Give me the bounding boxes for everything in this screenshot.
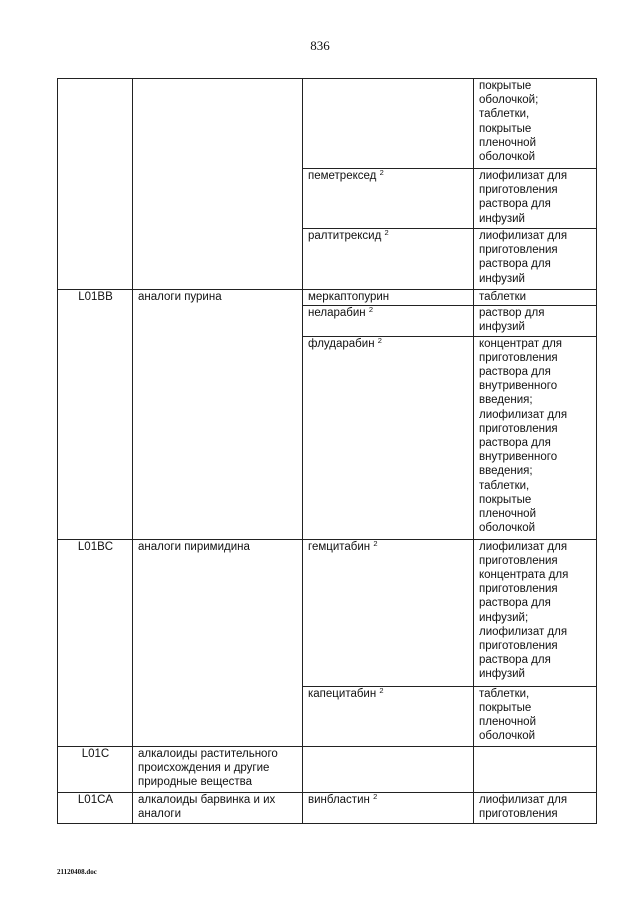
group-name [133,686,303,746]
drug-table [57,78,597,824]
atc-code: L01C [58,746,133,792]
group-name [133,306,303,336]
group-name: аналоги пурина [133,290,303,306]
atc-code [58,686,133,746]
dosage-form: концентрат для приготовления раствора для внутривенного введения; лиофилизат для приготовления раствора для внутривенного введения; таблетки, покрытые пленочной оболочкой [474,336,597,539]
dosage-form: таблетки, покрытые пленочной оболочкой [474,686,597,746]
table-row [58,79,597,169]
table-row [58,686,597,746]
group-name: аналоги пиримидина [133,539,303,686]
table-row [58,539,597,686]
group-name: алкалоиды растительного происхождения и другие природные вещества [133,746,303,792]
table-row [58,169,597,229]
group-name: алкалоиды барвинка и их аналоги [133,792,303,823]
atc-code [58,229,133,290]
inn-name: неларабин $^2$ [303,306,474,336]
atc-code: L01CA [58,792,133,823]
inn-name [303,746,474,792]
dosage-form: лиофилизат для приготовления концентрата для приготовления раствора для инфузий; лиофилизат для приготовления раствора для инфузий [474,539,597,686]
dosage-form: лиофилизат для приготовления раствора для инфузий [474,169,597,229]
table-row [58,229,597,290]
table-row [58,306,597,336]
atc-code: L01BB [58,290,133,306]
table-row [58,336,597,539]
atc-code [58,169,133,229]
inn-name: винбластин $^2$ [303,792,474,823]
inn-name: меркаптопурин [303,290,474,306]
dosage-form: покрытые оболочкой; таблетки, покрытые пленочной оболочкой [474,79,597,169]
group-name [133,169,303,229]
dosage-form [474,746,597,792]
group-name [133,79,303,169]
atc-code [58,336,133,539]
dosage-form: лиофилизат для приготовления [474,792,597,823]
table-row [58,792,597,823]
table-row [58,290,597,306]
inn-name: пеметрексед $^2$ [303,169,474,229]
inn-name: флударабин $^2$ [303,336,474,539]
group-name [133,336,303,539]
dosage-form: лиофилизат для приготовления раствора для инфузий [474,229,597,290]
inn-name: капецитабин $^2$ [303,686,474,746]
atc-code [58,79,133,169]
inn-name: ралтитрексид $^2$ [303,229,474,290]
page-number: 836 [310,38,330,53]
atc-code [58,306,133,336]
dosage-form: раствор для инфузий [474,306,597,336]
dosage-form: таблетки [474,290,597,306]
table-row [58,746,597,792]
inn-name [303,79,474,169]
atc-code: L01BC [58,539,133,686]
footer-filename: 21120408.doc [57,868,97,876]
inn-name: гемцитабин $^2$ [303,539,474,686]
group-name [133,229,303,290]
